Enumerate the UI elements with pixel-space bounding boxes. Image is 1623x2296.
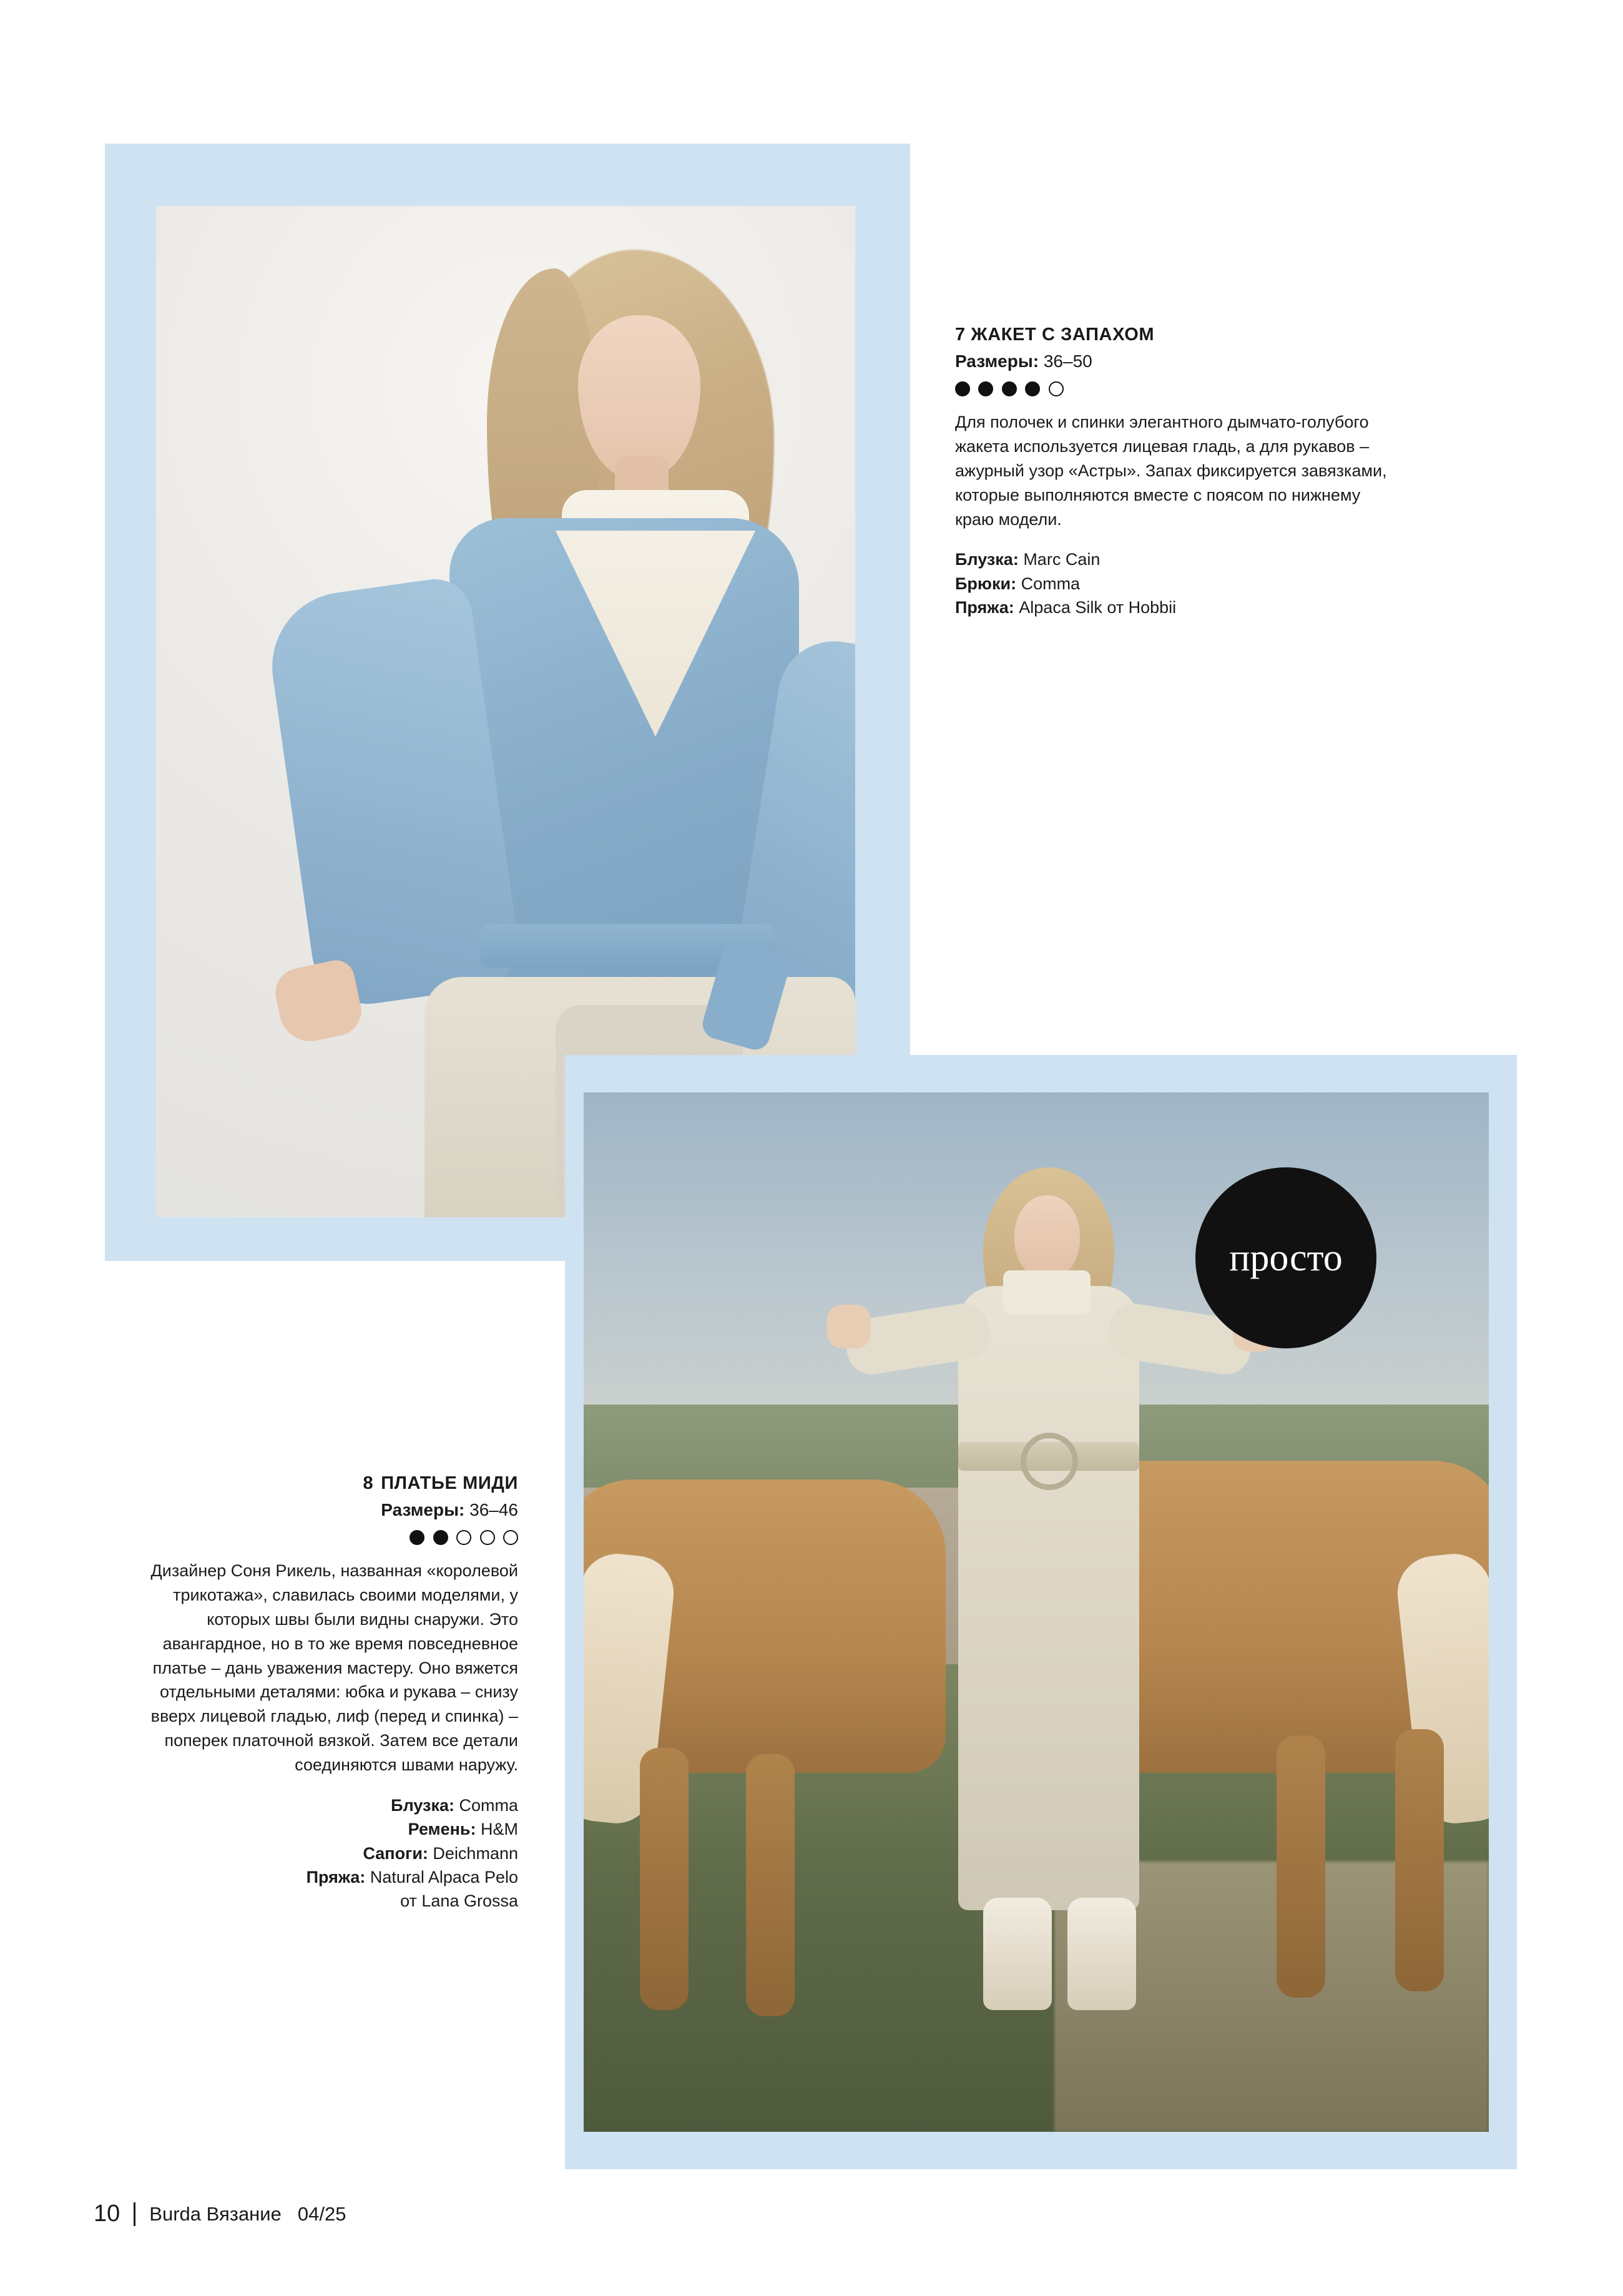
credit-line — [955, 596, 1398, 619]
difficulty-dot-filled — [409, 1530, 424, 1545]
pattern-8-sizes-label: Размеры: — [381, 1500, 465, 1519]
credit-label: Сапоги: — [363, 1843, 428, 1863]
boot-left — [983, 1898, 1052, 2010]
difficulty-dot-filled — [433, 1530, 448, 1545]
credit-line — [955, 547, 1398, 571]
pattern-8-description: Дизайнер Соня Рикель, названная «королевой трикотажа», славилась своими моделями, у которых швы были видны снаружи. Это авангардное, но в то же время повседневное платье – дань уважения мастеру. Оно вяжется отдельными деталями: юбка и рукава – снизу вверх лицевой гладью, лиф (перед и спинка) – поперек платочной вязкой. Затем все детали соединяются швами наружу. — [150, 1561, 518, 1774]
pattern-7-difficulty — [955, 381, 1398, 396]
pattern-8-difficulty — [112, 1530, 518, 1545]
credit-line — [112, 1817, 518, 1841]
pattern-7-description: Для полочек и спинки элегантного дымчато-голубого жакета используется лицевая гладь, а для рукавов – ажурный узор «Астры». Запах фиксируется завязками, которые выполняются вместе с поясом по нижнему краю модели. — [955, 413, 1387, 529]
prosto-badge — [1195, 1167, 1376, 1348]
credit-value: Alpaca Silk от Hobbii — [1014, 598, 1177, 617]
credit-label: Брюки: — [955, 574, 1017, 593]
blouse-collar — [1003, 1270, 1091, 1314]
difficulty-dot-filled — [1002, 381, 1017, 396]
pattern-8-number: 8 — [363, 1473, 374, 1493]
pattern-7-credits — [955, 547, 1398, 619]
pattern-8-title-text: ПЛАТЬЕ МИДИ — [381, 1473, 518, 1493]
footer-divider — [134, 2202, 135, 2226]
difficulty-dot-filled — [1025, 381, 1040, 396]
pattern-8-credits — [112, 1793, 518, 1913]
credit-line — [112, 1889, 518, 1913]
difficulty-dot-filled — [955, 381, 970, 396]
credit-value: Marc Cain — [1018, 550, 1101, 569]
model-face — [1014, 1195, 1080, 1280]
difficulty-dot-empty — [1049, 381, 1064, 396]
issue-number: 04/25 — [297, 2202, 346, 2225]
credit-line — [955, 572, 1398, 596]
credit-label: Ремень: — [408, 1820, 476, 1839]
difficulty-dot-empty — [456, 1530, 471, 1545]
credit-line — [112, 1865, 518, 1889]
belt-buckle — [1021, 1433, 1078, 1490]
pattern-7-text-block — [955, 325, 1398, 619]
pattern-8-sizes — [112, 1500, 518, 1520]
model-hand-left — [827, 1305, 871, 1348]
pattern-8-title — [112, 1473, 518, 1494]
credit-label: Блузка: — [391, 1795, 454, 1815]
page-number: 10 — [94, 2200, 120, 2227]
credit-value: H&M — [476, 1820, 518, 1839]
credit-label: Пряжа: — [955, 598, 1014, 617]
credit-label: Пряжа: — [306, 1867, 366, 1886]
difficulty-dot-empty — [503, 1530, 518, 1545]
credit-value: Deichmann — [428, 1843, 518, 1863]
credit-value: Comma — [454, 1795, 518, 1815]
credit-line — [112, 1793, 518, 1817]
credit-label: Блузка: — [955, 550, 1019, 569]
credit-value: Comma — [1016, 574, 1081, 593]
magazine-title: Burda Вязание — [149, 2202, 282, 2225]
page-footer — [94, 2200, 346, 2227]
boot-right — [1067, 1898, 1136, 2010]
pattern-7-sizes — [955, 351, 1398, 371]
prosto-badge-label: просто — [1229, 1236, 1343, 1279]
model-face — [578, 315, 700, 479]
pattern-7-title: 7 ЖАКЕТ С ЗАПАХОМ — [955, 325, 1155, 345]
pattern-7-sizes-label: Размеры: — [955, 351, 1039, 371]
credit-line — [112, 1842, 518, 1865]
difficulty-dot-filled — [978, 381, 993, 396]
model-hand-left — [271, 957, 366, 1047]
pattern-8-text-block — [112, 1473, 518, 1913]
midi-dress — [958, 1286, 1139, 1910]
credit-value: от Lana Grossa — [400, 1891, 518, 1911]
pattern-7-sizes-value: 36–50 — [1043, 351, 1092, 371]
credit-value: Natural Alpaca Pelo — [365, 1867, 518, 1886]
difficulty-dot-empty — [480, 1530, 495, 1545]
pattern-8-sizes-value: 36–46 — [469, 1500, 518, 1519]
